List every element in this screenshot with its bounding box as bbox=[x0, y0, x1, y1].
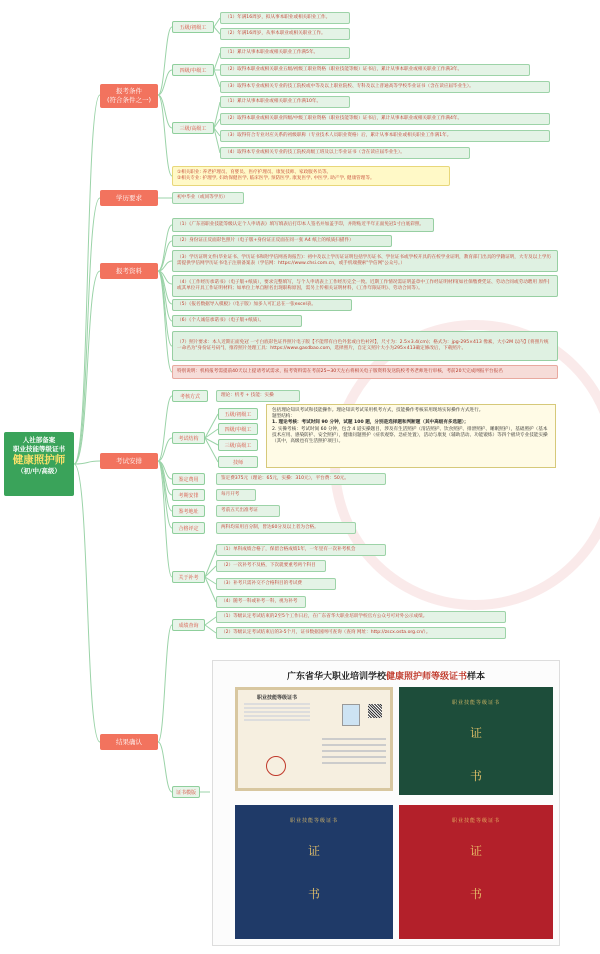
retake-item-3: （3）补考只需补交不合格科目的考试费 bbox=[216, 578, 336, 590]
material-item-4: （4）《工作经历承诺书》（电子版+纸质），要求完整填写，与个人申请表上工作经历完全一致。近期工作情况需证明盖章中工作经证明材料[如社保缴费凭证、劳动合同或劳动聘用 原件]或其单位开具工作证明材料；如单位上单自断名出现职称原因，需另上传相关证明材料，《工作年限证明》、劳动合同等）。 bbox=[172, 275, 558, 297]
structure-level-intermediate: 四级/中级工 bbox=[218, 423, 258, 435]
material-special-note: 特别说明：机构报考需提前40天以上提请考试需求，报考资料需在考前25~30天左右将相关电子版资料发送院校考务老师进行审核，考前20天完成网报平台报名 bbox=[172, 365, 558, 379]
level-intermediate[interactable] bbox=[172, 64, 214, 76]
section-apply-conditions[interactable] bbox=[100, 84, 158, 108]
exam-retake-label[interactable]: 关于补考 bbox=[172, 571, 205, 583]
section-materials[interactable] bbox=[100, 263, 158, 279]
exam-desc-practical: 2. 实操考核：考试时间 60 分钟，包含 4 道实操题目，涉及有生活照护（清洁照护、饮食照护、排泄照护、睡眠照护），基础照护（基本技术应用、感染防护、安全照护），健康问题照护（症状观察、急症处置），活动与康复（辅助活动、功能锻炼）等四个板块专业技能实操（其中，高级也有生活照护项目）。 bbox=[272, 426, 548, 445]
exam-structure-label[interactable]: 考试结构 bbox=[172, 432, 205, 444]
level-senior-label: 三级/高级工 bbox=[179, 125, 207, 132]
exam-structure-description bbox=[266, 404, 556, 468]
related-jobs-note: ①相关职业: 养老护理员、育婴员、医疗护理员、康复技师、家政服务员等。 bbox=[177, 169, 332, 175]
material-item-6: （6）《个人诚信承诺书》（电子版+纸质）。 bbox=[172, 315, 302, 327]
certificate-sample-panel bbox=[212, 660, 560, 946]
exam-location-value: 考前五天出准考证 bbox=[216, 505, 280, 517]
root-levels: （初/中/高级） bbox=[17, 467, 61, 475]
exam-desc-theory: 1. 理论考核：考试时间 90 分钟，试题 100 题，分别是选择题和判断题（其中高级有多选题）； bbox=[272, 420, 469, 426]
retake-item-1: （1）单科成绩合格了，保留合格成绩1年，一年里有一次补考机会 bbox=[216, 544, 386, 556]
section-result[interactable] bbox=[100, 734, 158, 750]
section-apply-conditions-label: 报考条件 bbox=[116, 87, 142, 95]
result-cert-label[interactable]: 证书模版 bbox=[172, 786, 200, 798]
level-primary-label: 五级/初级工 bbox=[179, 24, 207, 31]
intermediate-item-1: （1）累计从事本职业或相关职业工作满5年。 bbox=[220, 47, 350, 59]
senior-item-3: （3）取得符合专业对应关系的初级职称（专业技术人员职业资格）后，累计从事本职业或相关职业工作满1年。 bbox=[220, 130, 550, 142]
root-title: 健康照护师 bbox=[12, 454, 66, 466]
intermediate-item-3: （3）取得本专业或相关专业的技工院校或中等及以上职业院校、专科及以上普通高等学校毕业证书（含在读应届毕业生）。 bbox=[220, 81, 550, 93]
education-item: 初中毕业（或同等学历） bbox=[172, 192, 244, 204]
structure-level-primary: 五级/初级工 bbox=[218, 408, 258, 420]
certificate-cover-red: 职业技能等级证书 证 书 bbox=[399, 805, 553, 939]
material-item-7: （7）照片要求：本人近期正面免冠 一寸白底彩色证件照片电子版【不能带有白色外套或白色衬衫】，尺寸为：2.5×3.4(cm)；格式为：jpg-295×413 像素，大小2M 以内】[将照片统一命名为"身份证号码"]，推荐照片处理工具：https://www.gasdbao.com，选择照片，自定义照片大小为295×413确定修改后，下载照片。 bbox=[172, 331, 558, 361]
seal-icon bbox=[266, 756, 286, 776]
exam-fee-label[interactable]: 鉴定费用 bbox=[172, 473, 205, 485]
root-node[interactable] bbox=[4, 432, 74, 496]
senior-item-2: （2）取得本职业或相关职业四级/中级工职业资格（职业技能等级）证书后，累计从事本职业或相关职业工作满4年。 bbox=[220, 113, 550, 125]
level-primary[interactable] bbox=[172, 21, 214, 33]
exam-pass-value: 两科均采用百分制，皆达60分及以上者为合格。 bbox=[216, 522, 356, 534]
exam-desc-heading: 题型结构： bbox=[272, 414, 295, 420]
inner-page-title: 职业技能等级证书 bbox=[256, 695, 297, 701]
exam-location-label[interactable]: 鉴考地址 bbox=[172, 505, 205, 517]
certificate-cover-green: 职业技能等级证书 证 书 bbox=[399, 687, 553, 795]
structure-level-senior: 三级/高级工 bbox=[218, 439, 258, 451]
retake-item-2: （2）一次补考不及格，下次就要重考两个科目 bbox=[216, 560, 326, 572]
result-query-item-1: （1）等级认定考试结束的2至5个工作日后，在广东省华大职业培训学校官方公众号可对外公示成绩。 bbox=[216, 611, 506, 623]
result-query-label[interactable]: 成绩查询 bbox=[172, 619, 205, 631]
exam-fee-value: 鉴定费375元（理论：65元，实操：310元），平台费：50元。 bbox=[216, 473, 386, 485]
level-intermediate-label: 四级/中级工 bbox=[179, 67, 207, 74]
exam-schedule-value: 每月开考 bbox=[216, 489, 256, 501]
senior-item-4: （4）取得本专业或相关专业的技工院校高级工班及以上毕业证书（含在读应届毕业生）。 bbox=[220, 147, 470, 159]
qr-code-icon bbox=[368, 704, 382, 718]
material-item-2: （2）身份证正反面彩色照片（电子版+身份证正反面在同一张 A4 纸上的纸质扫描件） bbox=[172, 235, 392, 247]
section-exam-label: 考试安排 bbox=[116, 456, 142, 465]
senior-item-1: （1）累计从事本职业或相关职业工作满10年。 bbox=[220, 96, 350, 108]
level-senior[interactable] bbox=[172, 122, 214, 134]
section-education-label: 学历要求 bbox=[116, 193, 142, 202]
primary-item-1: （1）年满16周岁，拟从事本职业或相关职业工作。 bbox=[220, 12, 350, 24]
exam-pass-label[interactable]: 合格评定 bbox=[172, 522, 205, 534]
material-item-5: （5）《报名数据导入模板》（电子版）加多人可汇总在一张excel表。 bbox=[172, 299, 352, 311]
exam-desc-intro: 包括理论知识考试和技能操作。理论知识考试采用机考方式，技能操作考核采用现场实际操作方式进行。 bbox=[272, 408, 484, 413]
exam-schedule-label[interactable]: 考期安排 bbox=[172, 489, 205, 501]
section-exam[interactable] bbox=[100, 453, 158, 469]
section-education[interactable] bbox=[100, 190, 158, 206]
section-materials-label: 报考资料 bbox=[116, 266, 142, 275]
material-item-3: （3）学历证明文件(毕业证书、学历证书和附学信网查询报告)：初中及以上学历证证明包括学历证书、学位证书或学校开具的在校学业证明，教育部门出具的学籍证明，大专及以上学历需提供学信网学历证书电子注册备案表（学信网：https://www.chsi.com.cn，或手机端搜索"学信网"公众号。） bbox=[172, 250, 558, 272]
related-majors-note: ②相关专业: 护理学, 妇幼保健医学, 临床医学, 预防医学, 康复医学, 中医学, 助产学, 健康管理等。 bbox=[177, 176, 375, 181]
result-query-item-2: （2）等级认定考试结束后的3-5个月，证书数据国网可查询（查询 网址：http://zscx.osta.org.cn/）。 bbox=[216, 627, 506, 639]
certificate-sample-title: 广东省华大职业培训学校健康照护师等级证书样本 bbox=[286, 672, 486, 682]
section-apply-conditions-sub: (符合条件之一) bbox=[106, 96, 152, 104]
exam-method-value: 理论：机考 + 技能：实操 bbox=[216, 390, 300, 402]
root-line1: 人社部备案 bbox=[22, 436, 56, 444]
primary-item-2: （2）年满16周岁，从事本职业或相关职业工作。 bbox=[220, 28, 350, 40]
section-result-label: 结果确认 bbox=[116, 737, 142, 746]
exam-method-label[interactable]: 考核方式 bbox=[172, 390, 208, 402]
root-line2: 职业技能等级证书 bbox=[13, 445, 65, 453]
material-item-1: （1）《广东省职业技能等级认定个人申请表》填写填表后打印本人签名并加盖手印，并附贴近半年正面免冠1寸白底彩照。 bbox=[172, 218, 434, 232]
retake-item-4: （4）随考一科或补考一科，视为补考 bbox=[216, 596, 306, 608]
photo-placeholder bbox=[342, 704, 360, 726]
certificate-cover-blue: 职业技能等级证书 证 书 bbox=[235, 805, 393, 939]
certificate-inner-page bbox=[235, 687, 393, 791]
structure-level-technician: 技师 bbox=[218, 456, 258, 468]
related-notes bbox=[172, 166, 450, 186]
intermediate-item-2: （2）取得本职业或相关职业五级/初级工职业资格（职业技能等级）证书后，累计从事本职业或相关职业工作满3年。 bbox=[220, 64, 530, 76]
